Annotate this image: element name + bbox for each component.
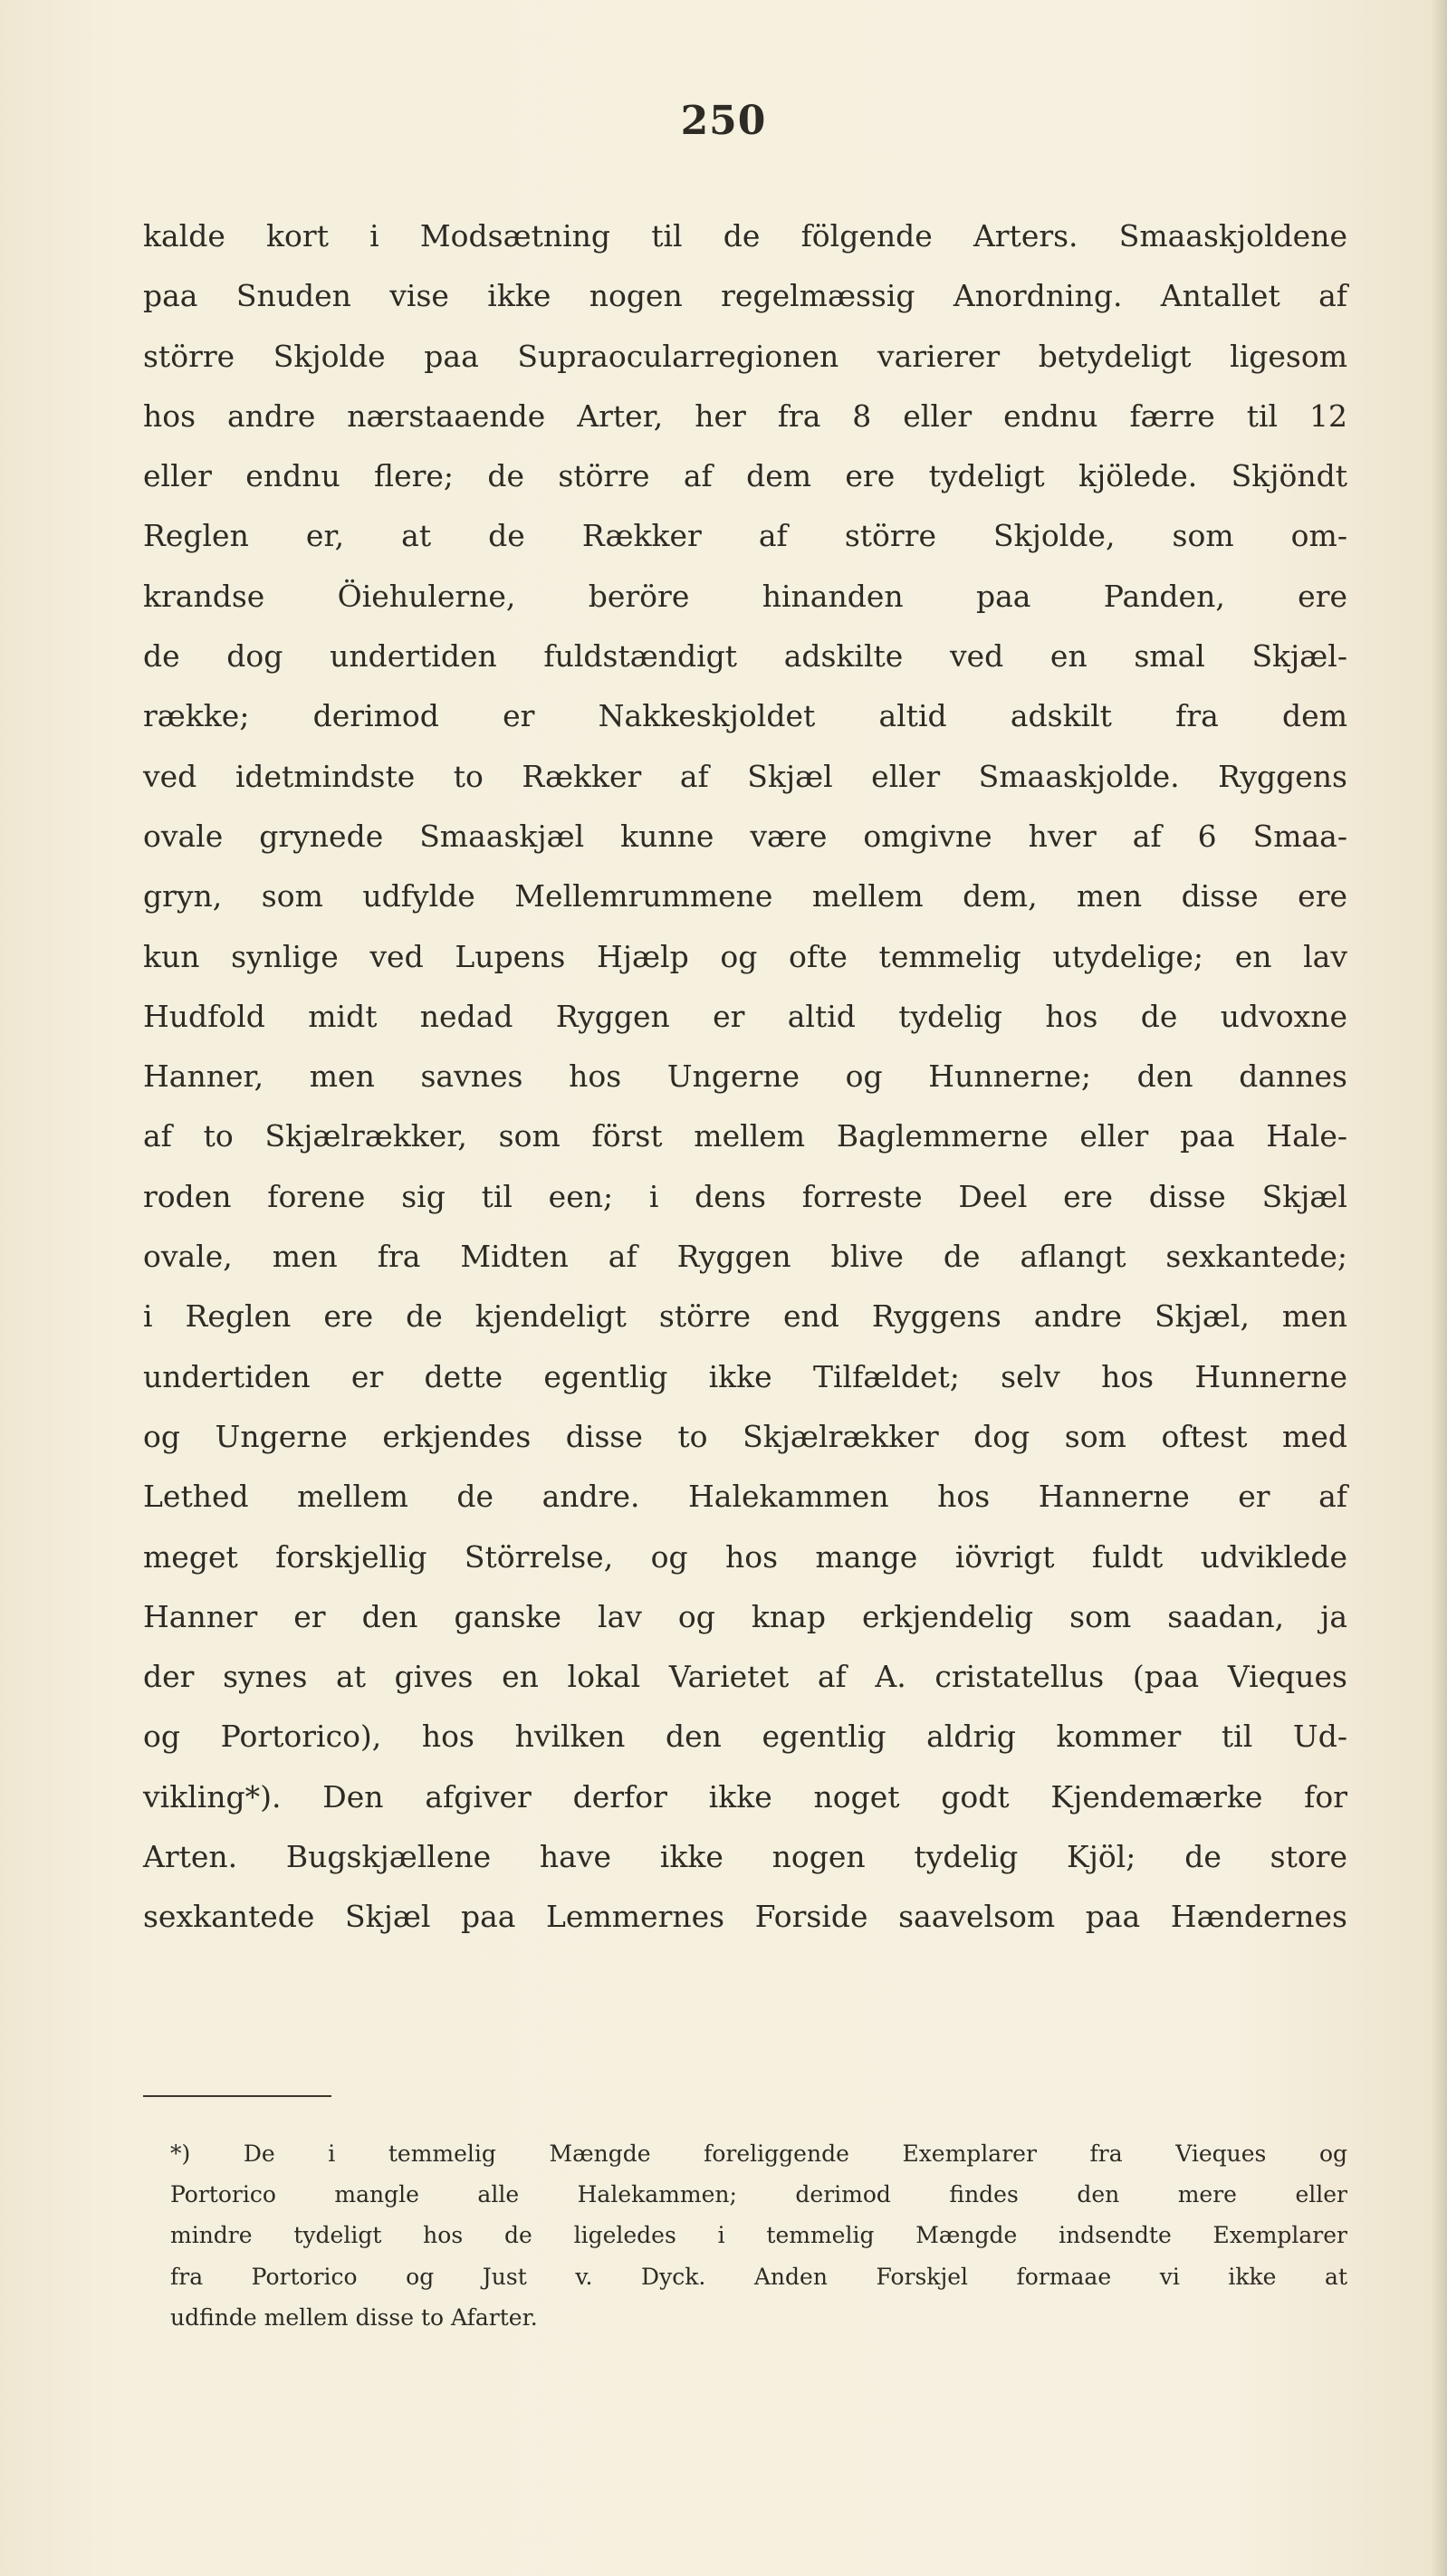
text-line: roden forene sig til een; i dens forreste Deel ere disse Skjæl [143,1178,1347,1214]
text-line: paa Snuden vise ikke nogen regelmæssig Anordning. Antallet af [143,278,1347,314]
text-line: Hanner er den ganske lav og knap erkjendelig som saadan, ja [143,1598,1347,1634]
text-line: eller endnu flere; de större af dem ere tydeligt kjölede. Skjöndt [143,458,1347,494]
text-line: större Skjolde paa Supraocularregionen varierer betydeligt ligesom [143,338,1347,374]
text-line: og Ungerne erkjendes disse to Skjælrækker dog som oftest med [143,1418,1347,1454]
text-line: Arten. Bugskjællene have ikke nogen tydelig Kjöl; de store [143,1839,1347,1875]
text-line: krandse Öiehulerne, beröre hinanden paa Panden, ere [143,578,1347,614]
text-line: vikling*). Den afgiver derfor ikke noget godt Kjendemærke for [143,1778,1347,1815]
footnote-line: *) De i temmelig Mængde foreliggende Exemplarer fra Vieques og [170,2140,1347,2167]
text-line: række; derimod er Nakkeskjoldet altid adskilt fra dem [143,698,1347,734]
footnote-line: Portorico mangle alle Halekammen; derimod findes den mere eller [170,2181,1347,2208]
text-line: der synes at gives en lokal Varietet af A. cristatellus (paa Vieques [143,1659,1347,1695]
text-line: undertiden er dette egentlig ikke Tilfældet; selv hos Hunnerne [143,1358,1347,1394]
page-edge-shadow [1431,0,1447,2576]
text-line: kalde kort i Modsætning til de fölgende Arters. Smaaskjoldene [143,218,1347,254]
text-line: gryn, som udfylde Mellemrummene mellem dem, men disse ere [143,878,1347,915]
footnote-divider [143,2095,331,2097]
text-line: ovale grynede Smaaskjæl kunne være omgivne hver af 6 Smaa- [143,818,1347,854]
text-line: Reglen er, at de Rækker af större Skjolde, som om- [143,518,1347,554]
body-text [143,206,1347,1948]
footnote [170,2133,1347,2338]
text-line: ved idetmindste to Rækker af Skjæl eller Smaaskjolde. Ryggens [143,758,1347,794]
page-number: 250 [680,98,767,144]
footnote-line: udfinde mellem disse to Afarter. [170,2303,538,2331]
text-line: i Reglen ere de kjendeligt större end Ryggens andre Skjæl, men [143,1298,1347,1335]
text-line: kun synlige ved Lupens Hjælp og ofte temmelig utydelige; en lav [143,938,1347,974]
text-line: hos andre nærstaaende Arter, her fra 8 eller endnu færre til 12 [143,397,1347,434]
text-line: og Portorico), hos hvilken den egentlig aldrig kommer til Ud- [143,1719,1347,1755]
text-line: Lethed mellem de andre. Halekammen hos Hannerne er af [143,1479,1347,1515]
text-line: de dog undertiden fuldstændigt adskilte ved en smal Skjæl- [143,638,1347,675]
text-line: ovale, men fra Midten af Ryggen blive de aflangt sexkantede; [143,1239,1347,1275]
text-line: sexkantede Skjæl paa Lemmernes Forside saavelsom paa Hændernes [143,1899,1347,1935]
footnote-line: fra Portorico og Just v. Dyck. Anden Forskjel formaae vi ikke at [170,2263,1347,2290]
footnote-line: mindre tydeligt hos de ligeledes i temmelig Mængde indsendte Exemplarer [170,2222,1347,2249]
text-line: af to Skjælrækker, som först mellem Baglemmerne eller paa Hale- [143,1118,1347,1154]
text-line: meget forskjellig Störrelse, og hos mange iövrigt fuldt udviklede [143,1538,1347,1575]
text-line: Hudfold midt nedad Ryggen er altid tydelig hos de udvoxne [143,998,1347,1034]
text-line: Hanner, men savnes hos Ungerne og Hunnerne; den dannes [143,1058,1347,1095]
